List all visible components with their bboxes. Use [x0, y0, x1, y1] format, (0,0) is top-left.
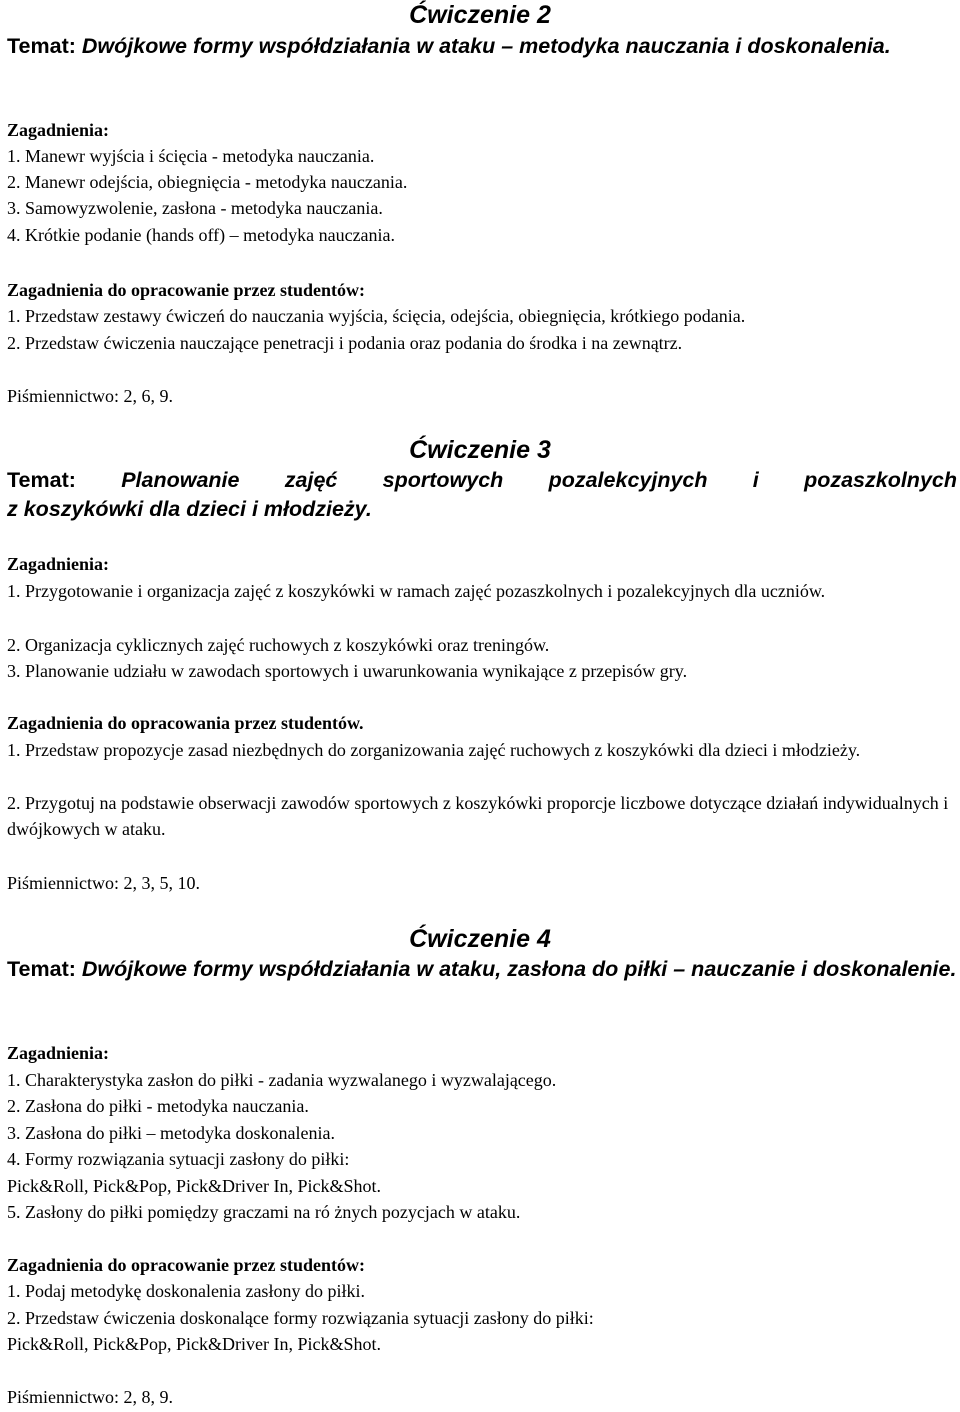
- exercise-4-student-heading: Zagadnienia do opracowanie przez studentów:: [7, 1255, 366, 1275]
- exercise-4-title: Ćwiczenie 4: [409, 925, 551, 953]
- list-item: 1. Przygotowanie i organizacja zajęć z koszykówki w ramach zajęć pozaszkolnych i pozalekcyjnych dla uczniów.: [7, 581, 826, 601]
- list-item: 2. Manewr odejścia, obiegnięcia - metodyka nauczania.: [7, 172, 408, 192]
- list-item: 1. Charakterystyka zasłon do piłki - zadania wyzwalanego i wyzwalającego.: [7, 1070, 557, 1090]
- list-item: 2. Organizacja cyklicznych zajęć ruchowych z koszykówki oraz treningów.: [7, 635, 550, 655]
- list-item: 5. Zasłony do piłki pomiędzy graczami na ró żnych pozycjach w ataku.: [7, 1202, 521, 1222]
- exercise-2-title: Ćwiczenie 2: [409, 1, 551, 29]
- list-item: 3. Samowyzwolenie, zasłona - metodyka nauczania.: [7, 198, 383, 218]
- topic-label: Temat:: [7, 468, 76, 492]
- list-item: 2. Przedstaw ćwiczenia doskonalące formy rozwiązania sytuacji zasłony do piłki:: [7, 1308, 594, 1328]
- list-item: 3. Planowanie udziału w zawodach sportowych i uwarunkowania wynikające z przepisów gry.: [7, 661, 688, 681]
- list-item: 1. Manewr wyjścia i ścięcia - metodyka nauczania.: [7, 146, 375, 166]
- list-item: Pick&Roll, Pick&Pop, Pick&Driver In, Pick&Shot.: [7, 1334, 382, 1354]
- list-item: 3. Zasłona do piłki – metodyka doskonalenia.: [7, 1123, 335, 1143]
- exercise-4-issues-heading: Zagadnienia:: [7, 1043, 110, 1063]
- topic-label: Temat:: [7, 34, 76, 58]
- exercise-2-topic: [7, 32, 957, 61]
- list-item: 2. Zasłona do piłki - metodyka nauczania.: [7, 1096, 309, 1116]
- exercise-3-literature: Piśmiennictwo: 2, 3, 5, 10.: [7, 873, 200, 893]
- exercise-3-issues-heading: Zagadnienia:: [7, 554, 110, 574]
- exercise-4-topic: [7, 955, 957, 984]
- topic-line-2: z koszykówki dla dzieci i młodzieży.: [7, 497, 372, 521]
- list-item: 2. Przygotuj na podstawie obserwacji zawodów sportowych z koszykówki proporcje liczbowe dotyczące działań indywidualnych i dwójkowych w ataku.: [7, 793, 949, 839]
- list-item: Pick&Roll, Pick&Pop, Pick&Driver In, Pick&Shot.: [7, 1176, 382, 1196]
- topic-label: Temat:: [7, 957, 76, 981]
- list-item: 4. Krótkie podanie (hands off) – metodyka nauczania.: [7, 225, 396, 245]
- exercise-2-literature: Piśmiennictwo: 2, 6, 9.: [7, 386, 173, 406]
- exercise-4-literature: Piśmiennictwo: 2, 8, 9.: [7, 1387, 173, 1407]
- topic-line-1: [7, 466, 957, 495]
- list-item: 4. Formy rozwiązania sytuacji zasłony do piłki:: [7, 1149, 350, 1169]
- exercise-3-student-heading: Zagadnienia do opracowania przez studentów.: [7, 713, 364, 733]
- exercise-2-student-heading: Zagadnienia do opracowanie przez studentów:: [7, 280, 366, 300]
- exercise-3-topic: [7, 466, 957, 524]
- list-item: 1. Podaj metodykę doskonalenia zasłony do piłki.: [7, 1281, 365, 1301]
- exercise-3-title: Ćwiczenie 3: [409, 436, 551, 464]
- topic-text: Planowanie zajęć sportowych pozalekcyjnych i pozaszkolnych: [121, 468, 957, 492]
- list-item: 1. Przedstaw zestawy ćwiczeń do nauczania wyjścia, ścięcia, odejścia, obiegnięcia, krótkiego podania.: [7, 306, 746, 326]
- list-item: 2. Przedstaw ćwiczenia nauczające penetracji i podania oraz podania do środka i na zewnątrz.: [7, 333, 683, 353]
- topic-text: Dwójkowe formy współdziałania w ataku, zasłona do piłki – nauczanie i doskonalenie.: [81, 957, 957, 981]
- list-item: 1. Przedstaw propozycje zasad niezbędnych do zorganizowania zajęć ruchowych z koszykówki dla dzieci i młodzieży.: [7, 740, 861, 760]
- topic-text: Dwójkowe formy współdziałania w ataku – metodyka nauczania i doskonalenia.: [81, 34, 891, 58]
- exercise-2-issues-heading: Zagadnienia:: [7, 120, 110, 140]
